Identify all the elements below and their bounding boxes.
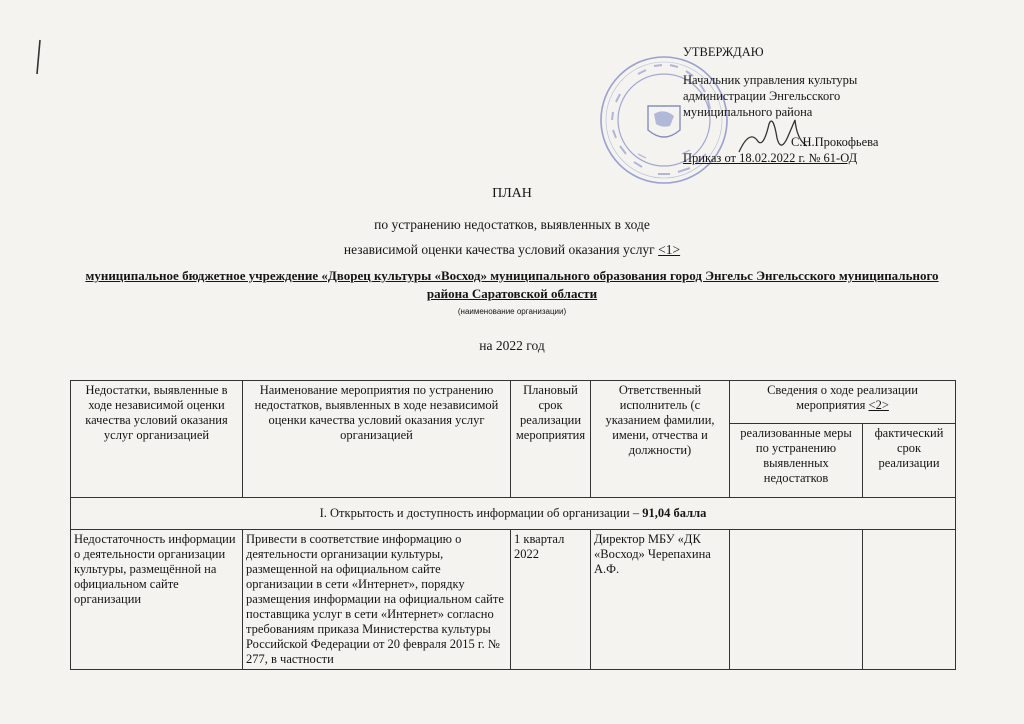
row-done	[730, 530, 863, 670]
row-actual	[863, 530, 956, 670]
plan-year: на 2022 год	[479, 338, 545, 353]
header-row	[71, 381, 956, 424]
section-1-score: 91,04 балла	[642, 506, 707, 520]
approval-position-line3: муниципального района	[683, 105, 813, 119]
header-progress-text: Сведения о ходе реализации мероприятия	[767, 383, 918, 412]
row-deadline: 1 квартал 2022	[511, 530, 591, 670]
organization-hint: (наименование организации)	[457, 307, 567, 316]
approval-position-line2: администрации Энгельсского	[683, 89, 841, 103]
approval-heading: УТВЕРЖДАЮ	[683, 45, 764, 59]
header-progress	[730, 381, 956, 424]
document-title: ПЛАН	[492, 186, 532, 201]
footnote-ref-2[interactable]: <2>	[868, 398, 889, 412]
document-subtitle: по устранению недостатков, выявленных в ходе	[374, 217, 650, 232]
footnote-ref-1[interactable]: <1>	[658, 242, 681, 257]
section-1-title	[71, 498, 956, 530]
organization-name: муниципальное бюджетное учреждение «Дворец культуры «Восход» муниципального образования город Энгельс Энгельсского муниципального района Саратовской области	[85, 268, 939, 301]
subtitle-text: независимой оценки качества условий оказания услуг	[343, 242, 659, 257]
header-deficiencies: Недостатки, выявленные в ходе независимой оценки качества условий оказания услуг организацией	[71, 381, 243, 498]
pen-mark-icon	[35, 38, 43, 76]
approval-signer: С.Н.Прокофьева	[791, 135, 879, 149]
row-deficiency: Недостаточность информации о деятельности организации культуры, размещённой на официальном сайте организации	[71, 530, 243, 670]
section-1-text: I. Открытость и доступность информации об организации –	[319, 506, 643, 520]
approval-order: Приказ от 18.02.2022 г. № 61-ОД	[683, 151, 858, 165]
row-measure: Привести в соответствие информацию о деятельности организации культуры, размещенной на официальном сайте организации в сети «Интернет», порядку размещения информации на официальном сайте поставщика услуг в сети «Интернет» согласно требованиям приказа Министерства культуры Российской Федерации от 20 февраля 2015 г. № 277, в частности	[243, 530, 511, 670]
plan-table	[70, 380, 956, 670]
document-subtitle-2	[0, 242, 1024, 258]
approval-block	[683, 44, 913, 166]
header-implemented: реализованные меры по устранению выявленных недостатков	[730, 424, 863, 498]
table-row	[71, 530, 956, 670]
approval-position-line1: Начальник управления культуры	[683, 73, 858, 87]
section-row	[71, 498, 956, 530]
header-deadline: Плановый срок реализации мероприятия	[511, 381, 591, 498]
header-responsible: Ответственный исполнитель (с указанием фамилии, имени, отчества и должности)	[591, 381, 730, 498]
header-measures: Наименование мероприятия по устранению недостатков, выявленных в ходе независимой оценки качества условий оказания услуг организацией	[243, 381, 511, 498]
row-responsible: Директор МБУ «ДК «Восход» Черепахина А.Ф.	[591, 530, 730, 670]
header-actual-deadline: фактический срок реализации	[863, 424, 956, 498]
